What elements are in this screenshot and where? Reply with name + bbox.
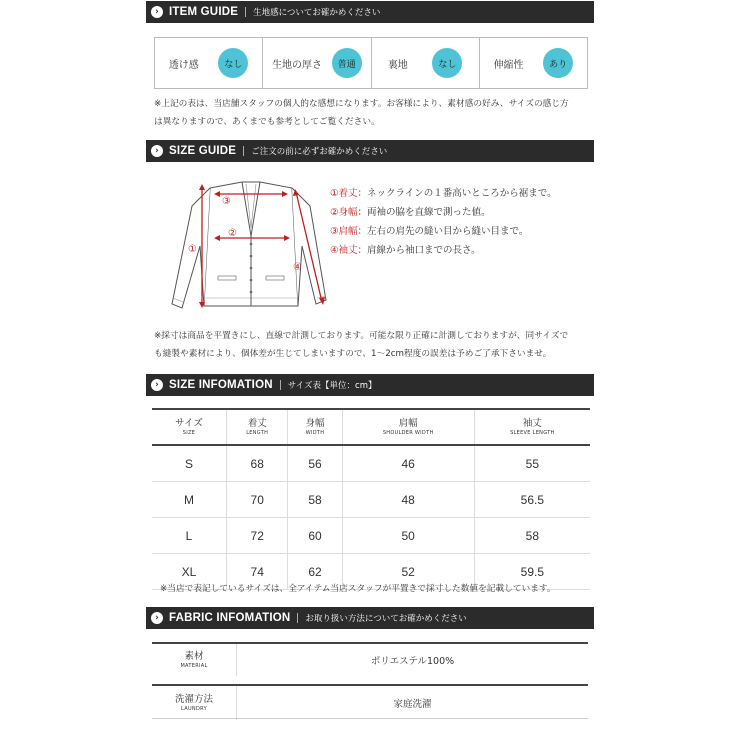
size-info-note: ※当店で表記しているサイズは、全アイテム当店スタッフが平置きで採寸した数値を記載しています。 [160,584,556,594]
item-guide-subtitle: 生地感についてお確かめください [253,8,381,18]
guide-label: 伸縮性 [493,59,524,71]
guide-label: 裏地 [387,59,408,71]
item-guide-title: ITEM GUIDE [169,6,239,18]
chevron-right-icon: › [151,145,163,157]
item-number: ④ [330,245,339,256]
fabric-row-material [152,642,588,676]
list-item [330,184,557,203]
fabric-info-title: FABRIC INFOMATION [169,612,291,624]
guide-cell-stretch [480,38,587,88]
cell-width: 58 [288,482,342,518]
cell-size: XL [152,554,226,590]
size-info-subtitle: サイズ表【単位：cm】 [287,381,377,391]
note-line: は異なりますので、あくまでも参考としてご覧ください。 [154,117,380,127]
cell-size: M [152,482,226,518]
fabric-row-laundry [152,684,588,720]
guide-cell-thickness [263,38,371,88]
list-item [330,241,557,260]
size-table [152,408,590,590]
note-line: も縫製や素材により、個体差が生じてしまいますので、1～2cm程度の誤差は予めご了承下さいませ。 [154,349,552,359]
item-number: ② [330,207,339,218]
marker-sleeve: ④ [293,262,302,273]
spacer [152,676,588,684]
size-guide-subtitle: ご注文の前に必ずお確かめください [251,147,388,157]
cell-size: L [152,518,226,554]
guide-value-badge: なし [218,48,248,78]
fabric-row-header [152,644,237,676]
divider [152,718,588,719]
list-item [330,203,557,222]
guide-value-badge: 普通 [332,48,362,78]
item-guide-note [154,95,569,131]
fabric-value: 家庭洗濯 [393,699,432,710]
header-sleeve: 袖丈 SLEEVE LENGTH [474,409,590,445]
item-number: ③ [330,226,339,237]
item-guide-header [146,1,594,23]
marker-shoulder: ③ [222,196,231,207]
header-width: 身幅 WIDTH [288,409,342,445]
fabric-value: ポリエステル100% [370,656,455,667]
item-desc: ：肩線から袖口までの長さ。 [357,245,481,256]
guide-label: 透け感 [168,59,199,71]
fabric-label: 洗濯方法 [174,693,213,705]
item-key: 身幅 [338,207,358,218]
header-size: サイズ SIZE [152,409,226,445]
size-guide-header [146,140,594,162]
note-line: ※上記の表は、当店舗スタッフの個人的な感想になります。お客様により、素材感の好み、サイズの感じ方 [154,99,569,109]
note-line: ※採寸は商品を平置きにし、直線で計測しております。可能な限り正確に計測しておりますが、同サイズで [154,331,569,341]
guide-value-badge: あり [543,48,573,78]
cell-sleeve: 55 [474,445,590,482]
table-row [152,518,590,554]
chevron-right-icon: › [151,612,163,624]
item-key: 袖丈 [338,245,358,256]
cell-shoulder: 52 [342,554,474,590]
fabric-info-subtitle: お取り扱い方法についてお確かめください [305,614,467,624]
marker-width: ② [228,228,237,239]
table-row [152,482,590,518]
guide-value-badge: なし [432,48,462,78]
cardigan-diagram [160,176,330,316]
divider [297,613,298,623]
fabric-label: 素材 [184,650,204,662]
cell-shoulder: 50 [342,518,474,554]
size-info-title: SIZE INFOMATION [169,379,273,391]
cell-size: S [152,445,226,482]
item-number: ① [330,188,339,199]
header-length: 着丈 LENGTH [226,409,288,445]
fabric-label-en: MATERIAL [180,662,208,669]
item-desc: ：左右の肩先の縫い目から縫い目まで。 [357,226,529,237]
size-guide-title: SIZE GUIDE [169,145,237,157]
guide-cell-lining [372,38,480,88]
size-info-header [146,374,594,396]
divider [243,146,244,156]
item-key: 肩幅 [338,226,358,237]
chevron-right-icon: › [151,379,163,391]
cell-sleeve: 58 [474,518,590,554]
cell-length: 68 [226,445,288,482]
guide-cell-sheerness [155,38,263,88]
fabric-label-en: LAUNDRY [181,705,207,712]
cell-sleeve: 59.5 [474,554,590,590]
cell-length: 74 [226,554,288,590]
chevron-right-icon: › [151,6,163,18]
cell-length: 72 [226,518,288,554]
item-key: 着丈 [338,188,358,199]
list-item [330,222,557,241]
divider [245,7,246,17]
table-row [152,445,590,482]
cell-shoulder: 48 [342,482,474,518]
size-guide-list [330,184,557,260]
cell-width: 60 [288,518,342,554]
divider [280,380,281,390]
table-header-row [152,409,590,445]
marker-length: ① [188,244,197,255]
cell-sleeve: 56.5 [474,482,590,518]
size-guide-note [154,327,568,363]
cell-shoulder: 46 [342,445,474,482]
cell-length: 70 [226,482,288,518]
item-desc: ：ネックラインの１番高いところから裾まで。 [357,188,557,199]
header-shoulder: 肩幅 SHOULDER WIDTH [342,409,474,445]
fabric-row-header [152,686,237,720]
item-desc: ：両袖の脇を直線で測った値。 [357,207,491,218]
cell-width: 56 [288,445,342,482]
fabric-info-header [146,607,594,629]
guide-label: 生地の厚さ [272,59,323,71]
cell-width: 62 [288,554,342,590]
item-guide-table [154,37,588,89]
